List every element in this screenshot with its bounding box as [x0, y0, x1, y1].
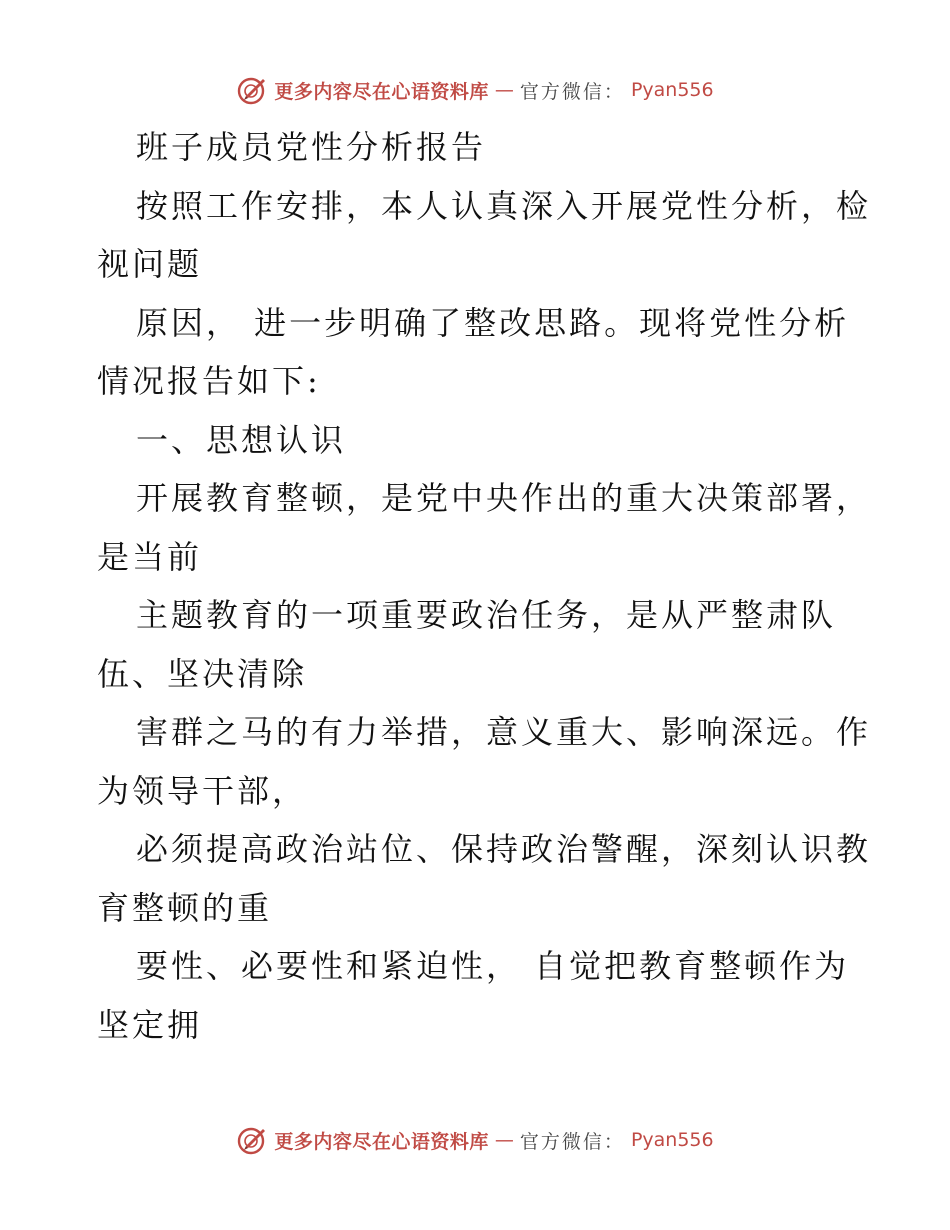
- paragraph-line: 坚定拥: [97, 1005, 203, 1044]
- paragraph-line: 伍、坚决清除: [97, 654, 308, 693]
- banner-official-label: 官方微信：: [519, 1130, 625, 1153]
- paragraph-line: 按照工作安排，本人认真深入开展党性分析，检: [136, 186, 872, 225]
- paragraph-line: 育整顿的重: [97, 888, 273, 927]
- document-body: [97, 118, 872, 1054]
- footer-banner: [0, 1120, 950, 1160]
- pen-logo-icon: [236, 74, 268, 106]
- banner-wechat-id: Pyan556: [630, 1129, 714, 1151]
- paragraph-line: 害群之马的有力举措，意义重大、影响深远。作: [136, 713, 872, 751]
- paragraph-line: 视问题: [97, 245, 203, 283]
- banner-official-label: 官方微信：: [519, 80, 625, 103]
- section-heading: 一、思想认识: [136, 420, 347, 459]
- banner-separator: —: [494, 79, 514, 101]
- banner-main-text: 更多内容尽在心语资料库: [274, 1130, 489, 1153]
- paragraph-line: 开展教育整顿，是党中央作出的重大决策部署，: [136, 479, 872, 517]
- banner-wechat-id: Pyan556: [630, 79, 714, 101]
- paragraph-line: 是当前: [97, 537, 203, 576]
- paragraph-line: 必须提高政治站位、保持政治警醒，深刻认识教: [136, 830, 872, 868]
- paragraph-line: 原因， 进一步明确了整改思路。现将党性分析: [136, 303, 850, 342]
- banner-separator: —: [494, 1129, 514, 1151]
- paragraph-line: 为领导干部，: [97, 771, 308, 810]
- banner-main-text: 更多内容尽在心语资料库: [274, 80, 489, 103]
- document-title: 班子成员党性分析报告: [136, 128, 487, 166]
- header-banner-inner: [236, 74, 713, 106]
- paragraph-line: 情况报告如下:: [97, 362, 321, 400]
- paragraph-line: 要性、必要性和紧迫性， 自觉把教育整顿作为: [136, 947, 850, 985]
- paragraph-line: 主题教育的一项重要政治任务，是从严整肃队: [136, 596, 837, 634]
- header-banner: [0, 70, 950, 110]
- pen-logo-icon: [236, 1124, 268, 1156]
- footer-banner-inner: [236, 1124, 713, 1156]
